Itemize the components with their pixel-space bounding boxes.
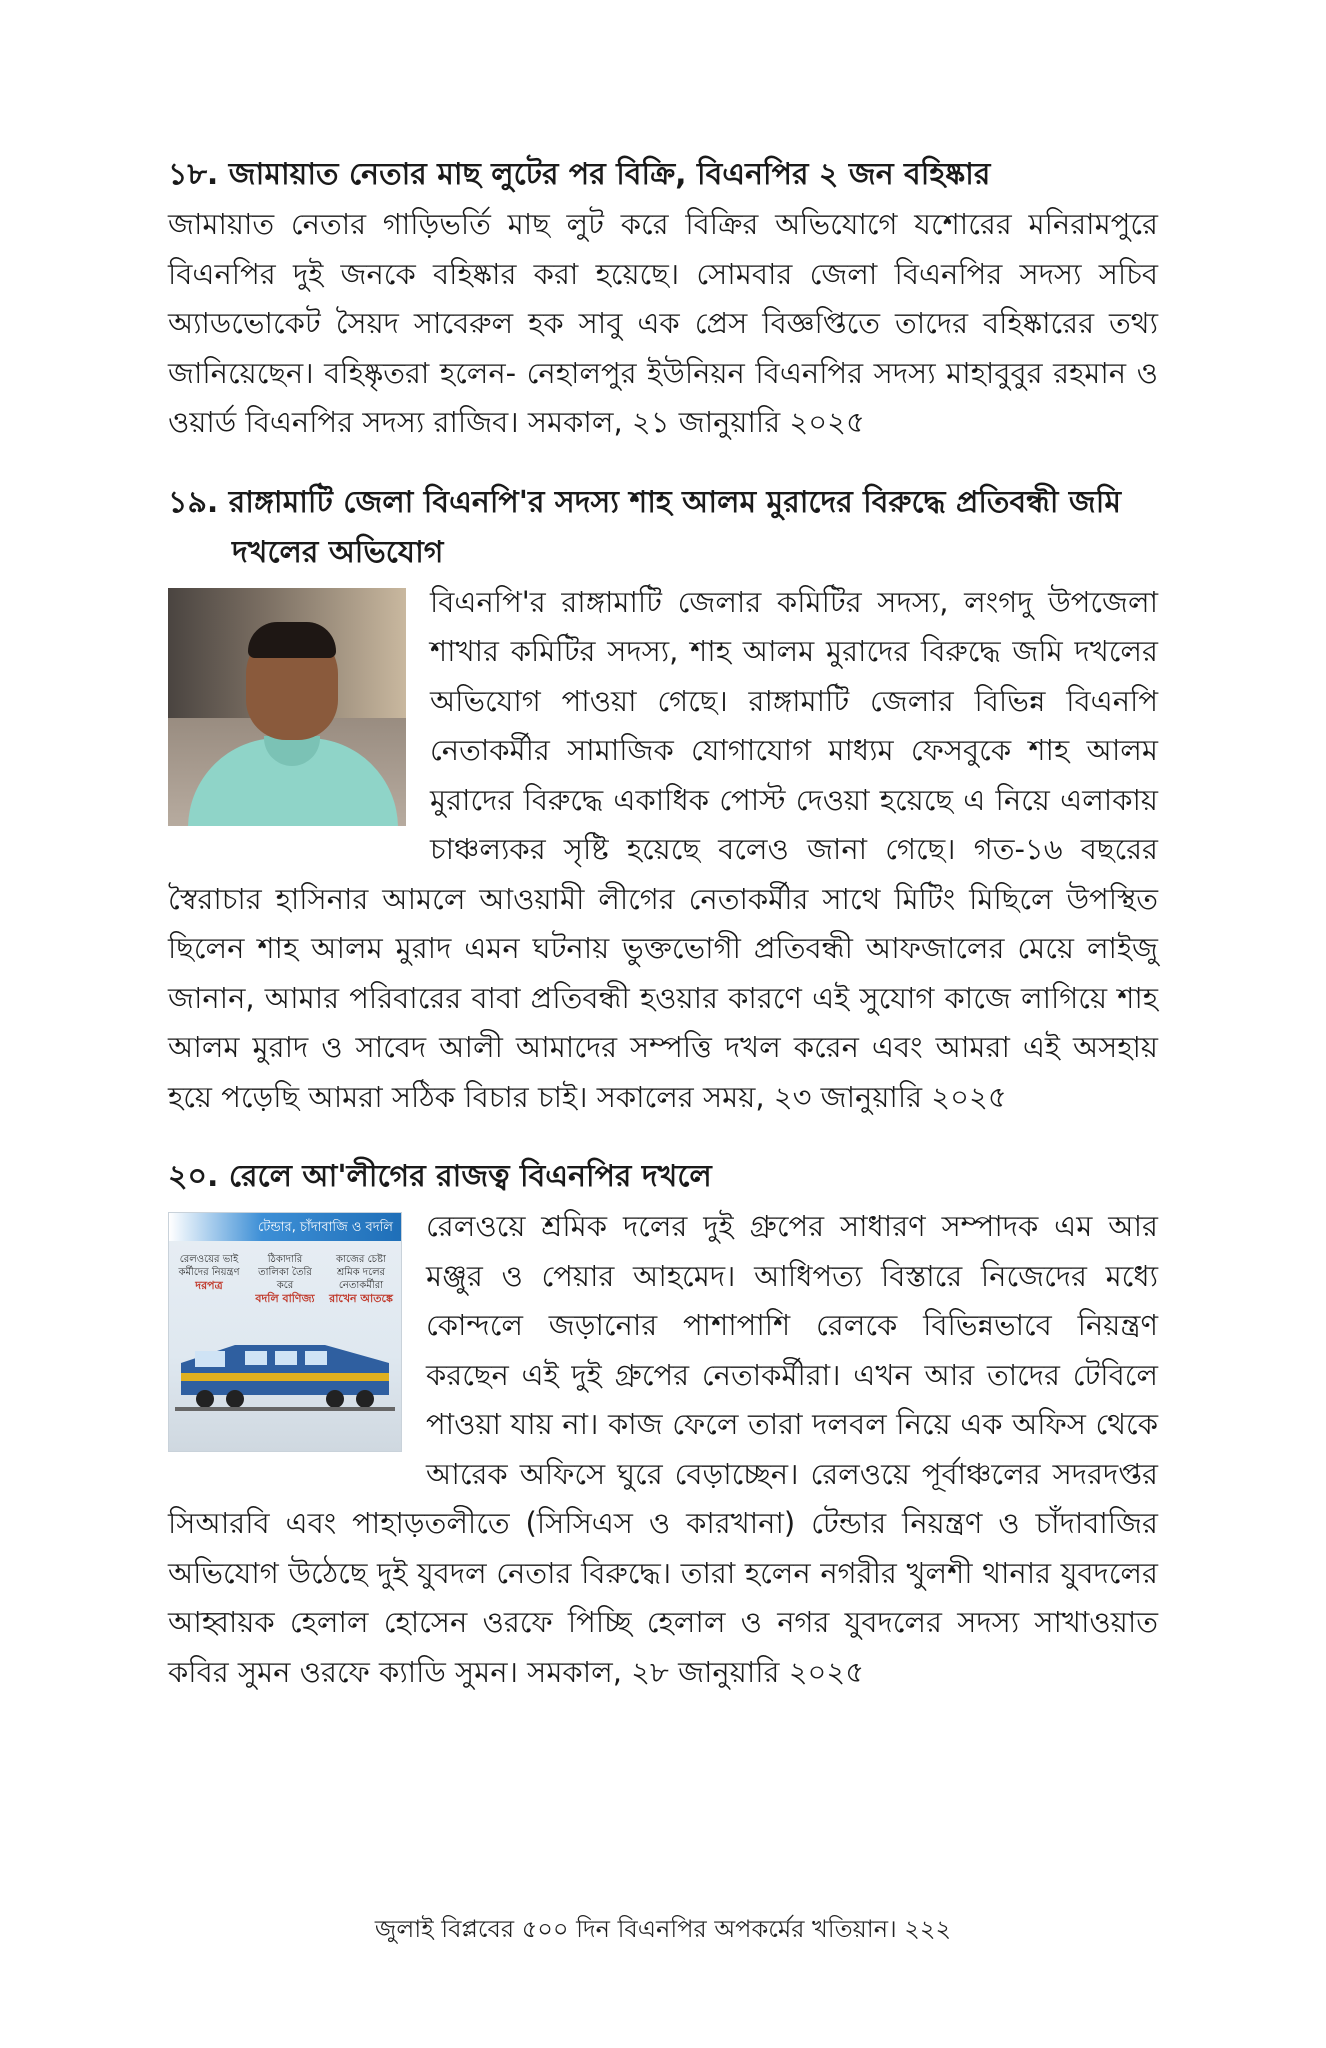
poster-column-text: ঠিকাদারি তালিকা তৈরি করে — [258, 1254, 312, 1291]
article-photo — [168, 1212, 402, 1452]
article-heading: ১৮. জামায়াত নেতার মাছ লুটের পর বিক্রি, বিএনপির ২ জন বহিষ্কার — [168, 157, 991, 192]
article-body: রেলওয়ে শ্রমিক দলের দুই গ্রুপের সাধারণ সম্পাদক এম আর মঞ্জুর ও পেয়ার আহমেদ। আধিপত্য বিস্তারে নিজেদের মধ্যে কোন্দলে জড়ানোর পাশাপাশি রেলকে বিভিন্নভাবে নিয়ন্ত্রণ করছেন এই দুই গ্রুপের নেতাকর্মীরা। এখন আর তাদের টেবিলে পাওয়া যায় না। কাজ ফেলে তারা দলবল নিয়ে এক অফিস থেকে আরেক অফিসে ঘুরে বেড়াচ্ছেন। রেলওয়ে পূর্বাঞ্চলের সদরদপ্তর সিআরবি এবং পাহাড়তলীতে (সিসিএস ও কারখানা) টেন্ডার নিয়ন্ত্রণ ও চাঁদাবাজির অভিযোগ উঠেছে দুই যুবদল নেতার বিরুদ্ধে। তারা হলেন নগরীর খুলশী থানার যুবদলের আহ্বায়ক হেলাল হোসেন ওরফে পিচ্ছি হেলাল ও নগর যুবদলের সদস্য সাখাওয়াত কবির সুমন ওরফে ক্যাডি সুমন। সমকাল, ২৮ জানুয়ারি ২০২৫ — [168, 1209, 1158, 1689]
train-illustration — [175, 1333, 395, 1413]
article-heading: ২০. রেলে আ'লীগের রাজত্ব বিএনপির দখলে — [168, 1159, 712, 1194]
poster-banner: টেন্ডার, চাঁদাবাজি ও বদলি — [258, 1220, 393, 1235]
poster-column-label: বদলি বাণিজ্য — [255, 1292, 315, 1305]
poster-column-text: রেলওয়ের ভাই কর্মীদের নিয়ন্ত্রণ — [178, 1254, 240, 1278]
poster-column-label: রাখেন আতঙ্কে — [329, 1292, 393, 1305]
poster-column-label: দরপত্র — [195, 1279, 223, 1292]
article-20 — [168, 1152, 1158, 1697]
poster-column — [251, 1253, 319, 1305]
poster-column — [327, 1253, 395, 1305]
page-footer: জুলাই বিপ্লবের ৫০০ দিন বিএনপির অপকর্মের খতিয়ান। ২২২ — [374, 1915, 952, 1943]
poster-column — [175, 1253, 243, 1292]
page-content — [168, 150, 1158, 1727]
article-18 — [168, 150, 1158, 448]
portrait-image — [168, 588, 406, 826]
poster-column-text: কাজের চেষ্টা শ্রমিক দলের নেতাকর্মীরা — [336, 1254, 386, 1291]
article-19 — [168, 478, 1158, 1123]
article-body: বিএনপি'র রাঙ্গামাটি জেলার কমিটির সদস্য, লংগদু উপজেলা শাখার কমিটির সদস্য, শাহ আলম মুরাদের বিরুদ্ধে জমি দখলের অভিযোগ পাওয়া গেছে। রাঙ্গামাটি জেলার বিভিন্ন বিএনপি নেতাকর্মীর সামাজিক যোগাযোগ মাধ্যম ফেসবুকে শাহ আলম মুরাদের বিরুদ্ধে একাধিক পোস্ট দেওয়া হয়েছে এ নিয়ে এলাকায় চাঞ্চল্যকর সৃষ্টি হয়েছে বলেও জানা গেছে। গত-১৬ বছরের স্বৈরাচার হাসিনার আমলে আওয়ামী লীগের নেতাকর্মীর সাথে মিটিং মিছিলে উপস্থিত ছিলেন শাহ আলম মুরাদ এমন ঘটনায় ভুক্তভোগী প্রতিবন্ধী আফজালের মেয়ে লাইজু জানান, আমার পরিবারের বাবা প্রতিবন্ধী হওয়ার কারণে এই সুযোগ কাজে লাগিয়ে শাহ আলম মুরাদ ও সাবেদ আলী আমাদের সম্পত্তি দখল করেন এবং আমরা এই অসহায় হয়ে পড়েছি আমরা সঠিক বিচার চাই। সকালের সময়, ২৩ জানুয়ারি ২০২৫ — [168, 584, 1158, 1114]
article-photo — [168, 588, 406, 826]
newspaper-clipping-image — [168, 1212, 402, 1452]
article-body: জামায়াত নেতার গাড়িভর্তি মাছ লুট করে বিক্রির অভিযোগে যশোরের মনিরামপুরে বিএনপির দুই জনকে বহিষ্কার করা হয়েছে। সোমবার জেলা বিএনপির সদস্য সচিব অ্যাডভোকেট সৈয়দ সাবেরুল হক সাবু এক প্রেস বিজ্ঞপ্তিতে তাদের বহিষ্কারের তথ্য জানিয়েছেন। বহিষ্কৃতরা হলেন- নেহালপুর ইউনিয়ন বিএনপির সদস্য মাহাবুবুর রহমান ও ওয়ার্ড বিএনপির সদস্য রাজিব। সমকাল, ২১ জানুয়ারি ২০২৫ — [168, 207, 1158, 439]
article-heading: ১৯. রাঙ্গামাটি জেলা বিএনপি'র সদস্য শাহ আলম মুরাদের বিরুদ্ধে প্রতিবন্ধী জমি দখলের অভিযোগ — [168, 484, 1122, 570]
